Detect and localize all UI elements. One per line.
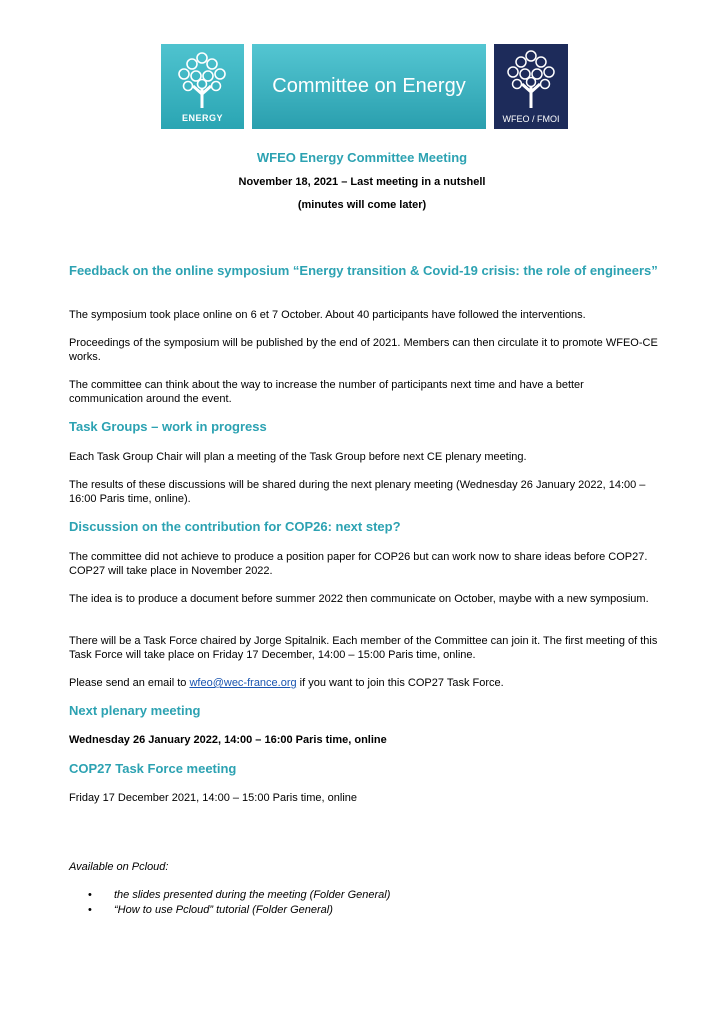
email-text-before: Please send an email to [69,677,190,689]
paragraph: There will be a Task Force chaired by Jorge Spitalnik. Each member of the Committee can join it. The first meeting of this Task Force will take place on Friday 17 December, 14:00 – 15:00 Paris time, online. [69,635,658,661]
document-subtitle: November 18, 2021 – Last meeting in a nutshell [238,176,486,188]
energy-logo-caption: ENERGY [181,113,223,123]
email-paragraph [69,676,659,690]
paragraph: The symposium took place online on 6 et 7 October. About 40 participants have followed the interventions. [69,309,586,321]
document-title: WFEO Energy Committee Meeting [256,150,468,165]
section-heading-cop26: Discussion on the contribution for COP26: next step? [69,519,401,534]
section-heading-cop27: COP27 Task Force meeting [69,761,237,776]
wfeo-logo [494,44,568,129]
document-note: (minutes will come later) [297,199,427,211]
pcloud-list [88,888,390,918]
plenary-datetime: Wednesday 26 January 2022, 14:00 – 16:00 Paris time, online [69,734,387,746]
paragraph: The results of these discussions will be shared during the next plenary meeting (Wednesday 26 January 2022, 14:00 – 16:00 Paris time, online). [69,479,646,505]
email-text-after: if you want to join this COP27 Task Force. [296,677,504,689]
pcloud-intro: Available on Pcloud: [69,861,169,873]
paragraph: Each Task Group Chair will plan a meeting of the Task Group before next CE plenary meeting. [69,451,527,463]
section-heading-task-groups: Task Groups – work in progress [69,419,267,434]
energy-logo [161,44,244,129]
tree-icon [175,50,230,110]
wfeo-logo-caption: WFEO / FMOI [502,114,560,124]
committee-title-box [252,44,486,129]
section-heading-feedback: Feedback on the online symposium “Energy transition & Covid-19 crisis: the role of engineers” [69,263,658,278]
paragraph: The committee did not achieve to produce a position paper for COP26 but can work now to share ideas before COP27. COP27 will take place in November 2022. [69,551,648,577]
email-link[interactable]: wfeo@wec-france.org [189,677,297,689]
paragraph: The idea is to produce a document before summer 2022 then communicate on October, maybe with a new symposium. [69,593,649,605]
paragraph: Proceedings of the symposium will be published by the end of 2021. Members can then circulate it to promote WFEO-CE works. [69,337,658,363]
cop27-datetime: Friday 17 December 2021, 14:00 – 15:00 Paris time, online [69,792,357,804]
committee-title: Committee on Energy [272,75,466,97]
paragraph: The committee can think about the way to increase the number of participants next time and have a better communication around the event. [69,379,584,405]
list-item: • “How to use Pcloud” tutorial (Folder General) [88,903,390,918]
section-heading-plenary: Next plenary meeting [69,703,201,718]
list-item: • the slides presented during the meeting (Folder General) [88,888,390,903]
tree-icon [504,48,559,110]
